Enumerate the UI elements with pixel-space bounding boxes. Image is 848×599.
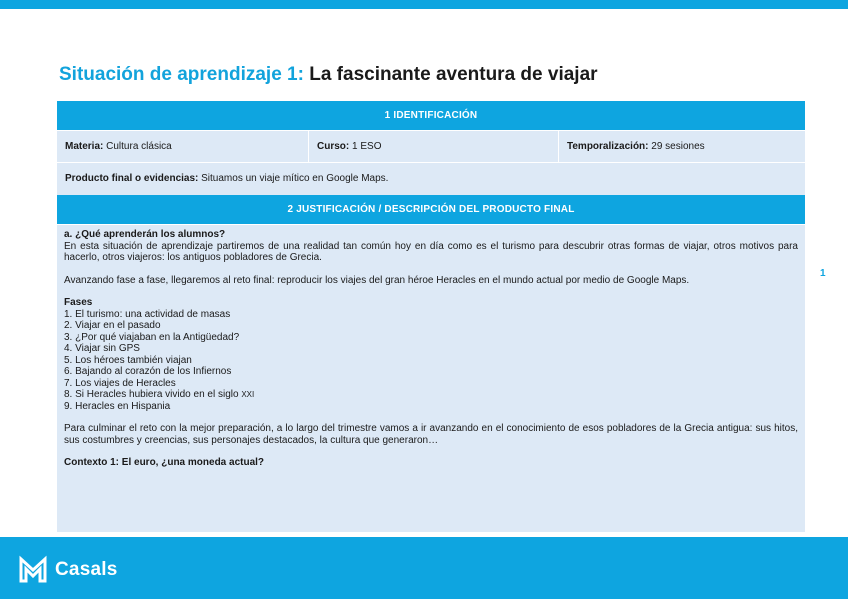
phase-item: 2. Viajar en el pasado bbox=[64, 320, 161, 331]
temporalizacion-cell bbox=[558, 131, 805, 162]
phase-item: 1. El turismo: una actividad de masas bbox=[64, 308, 231, 320]
materia-cell bbox=[57, 131, 308, 162]
section-header-justification: 2 JUSTIFICACIÓN / DESCRIPCIÓN DEL PRODUCTO FINAL bbox=[57, 195, 805, 224]
page-number: 1 bbox=[820, 268, 826, 279]
curso-cell bbox=[308, 131, 558, 162]
title-strong: Situación de aprendizaje 1: bbox=[59, 64, 304, 85]
materia-value: Cultura clásica bbox=[106, 140, 172, 152]
phases-list bbox=[64, 309, 798, 413]
product-label: Producto final o evidencias: bbox=[65, 173, 199, 184]
closing-paragraph: Para culminar el reto con la mejor preparación, a lo largo del trimestre vamos a ir avanzando en el conocimiento de esos pobladores de la Grecia antigua: sus hitos, sus costumbres y creencias, sus personajes destacados, la cultura que generaron… bbox=[64, 423, 798, 446]
question-heading: a. ¿Qué aprenderán los alumnos? bbox=[64, 229, 226, 240]
phase-item: 3. ¿Por qué viajaban en la Antigüedad? bbox=[64, 331, 240, 343]
temporalizacion-label: Temporalización: bbox=[567, 140, 649, 152]
phase-item: 4. Viajar sin GPS bbox=[64, 343, 140, 354]
intro-paragraph: En esta situación de aprendizaje partiremos de una realidad tan común hoy en día como es el turismo para descubrir otras formas de viajar, otros motivos para hacerlo, otros viajeros: los antiguos pobladores de Grecia. bbox=[64, 240, 798, 263]
phase-item: 5. Los héroes también viajan bbox=[64, 354, 192, 366]
product-row bbox=[57, 162, 805, 195]
learning-situation-table bbox=[57, 101, 805, 532]
phase-item: 7. Los viajes de Heracles bbox=[64, 377, 176, 389]
page-title bbox=[59, 63, 598, 87]
title-rest: La fascinante aventura de viajar bbox=[309, 64, 598, 85]
context-heading: Contexto 1: El euro, ¿una moneda actual? bbox=[64, 457, 265, 468]
phase-item-8-century: XXI bbox=[241, 390, 255, 399]
casals-logo-text: Casals bbox=[55, 559, 118, 580]
curso-value: 1 ESO bbox=[352, 140, 382, 152]
casals-logo-icon bbox=[18, 555, 48, 585]
identification-row bbox=[57, 130, 805, 162]
section-header-identification: 1 IDENTIFICACIÓN bbox=[57, 101, 805, 130]
footer-bar bbox=[0, 537, 848, 599]
phase-item-8 bbox=[64, 389, 798, 401]
top-accent-bar bbox=[0, 0, 848, 9]
product-value: Situamos un viaje mítico en Google Maps. bbox=[201, 173, 389, 184]
phases-heading: Fases bbox=[64, 297, 93, 308]
justification-body bbox=[57, 224, 805, 532]
phase-item: 9. Heracles en Hispania bbox=[64, 400, 171, 412]
temporalizacion-value: 29 sesiones bbox=[651, 140, 705, 152]
advance-paragraph: Avanzando fase a fase, llegaremos al reto final: reproducir los viajes del gran héroe Heracles en el mundo actual por medio de Google Maps. bbox=[64, 274, 690, 286]
phase-item: 6. Bajando al corazón de los Infiernos bbox=[64, 366, 232, 377]
casals-logo bbox=[18, 555, 117, 585]
product-cell bbox=[57, 163, 805, 195]
materia-label: Materia: bbox=[65, 140, 104, 152]
phase-item-8-text: 8. Si Heracles hubiera vivido en el siglo bbox=[64, 389, 239, 400]
curso-label: Curso: bbox=[317, 140, 350, 152]
